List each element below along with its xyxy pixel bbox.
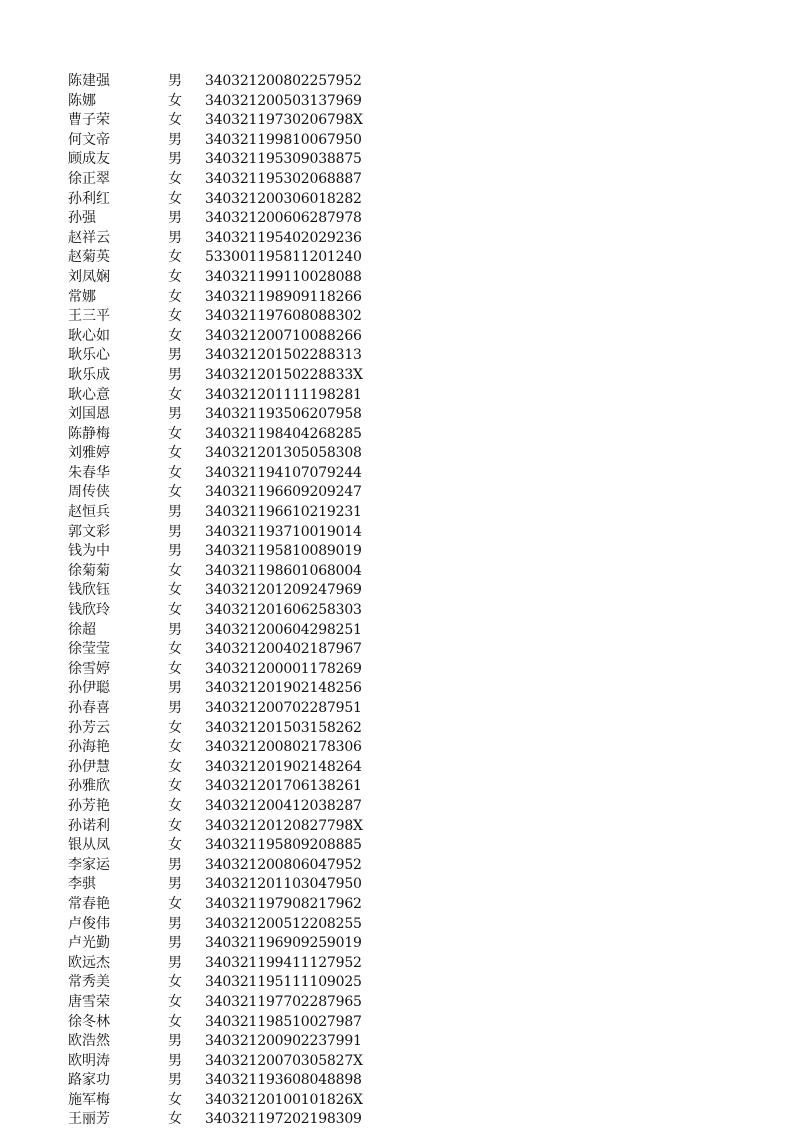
person-name: 徐超 (68, 621, 96, 638)
person-name: 孙诺利 (68, 817, 110, 834)
person-gender: 男 (168, 621, 182, 638)
person-name: 徐冬林 (68, 1013, 110, 1030)
person-name: 孙芳云 (68, 719, 110, 736)
person-id-number: 340321201103047950 (205, 876, 362, 893)
person-gender: 男 (168, 1033, 182, 1050)
person-gender: 男 (168, 210, 182, 227)
person-gender: 女 (168, 993, 182, 1010)
person-id-number: 340321201305058308 (205, 445, 362, 462)
person-id-number: 340321199411127952 (205, 954, 362, 971)
person-gender: 女 (168, 1111, 182, 1128)
person-id-number: 34032119730206798X (205, 112, 363, 129)
person-id-number: 340321200710088266 (205, 327, 362, 344)
person-id-number: 340321201902148264 (205, 758, 362, 775)
table-row (0, 1110, 793, 1130)
person-name: 何文帝 (68, 131, 110, 148)
person-name: 郭文彩 (68, 523, 110, 540)
table-row (0, 464, 793, 484)
person-id-number: 340321197608088302 (205, 308, 362, 325)
person-name: 耿乐成 (68, 366, 110, 383)
table-row (0, 248, 793, 268)
person-id-number: 340321193608048898 (205, 1072, 362, 1089)
person-id-number: 340321195302068887 (205, 170, 362, 187)
table-row (0, 307, 793, 327)
person-name: 赵恒兵 (68, 504, 110, 521)
person-gender: 男 (168, 954, 182, 971)
table-row (0, 562, 793, 582)
person-name: 卢光勤 (68, 935, 110, 952)
table-row (0, 327, 793, 347)
person-gender: 女 (168, 190, 182, 207)
table-row (0, 386, 793, 406)
person-id-number: 340321199110028088 (205, 268, 362, 285)
person-gender: 女 (168, 817, 182, 834)
person-id-number: 340321196909259019 (205, 935, 362, 952)
table-row (0, 288, 793, 308)
table-row (0, 542, 793, 562)
person-gender: 男 (168, 504, 182, 521)
table-row (0, 934, 793, 954)
person-name: 耿心意 (68, 386, 110, 403)
table-row (0, 1071, 793, 1091)
person-gender: 女 (168, 386, 182, 403)
person-id-number: 340321200503137969 (205, 92, 362, 109)
table-row (0, 581, 793, 601)
person-name: 刘凤娴 (68, 268, 110, 285)
person-id-number: 340321197908217962 (205, 895, 362, 912)
person-name: 刘雅婷 (68, 445, 110, 462)
person-name: 常春艳 (68, 895, 110, 912)
person-gender: 女 (168, 719, 182, 736)
table-row (0, 640, 793, 660)
table-row (0, 836, 793, 856)
person-name: 银从凤 (68, 837, 110, 854)
person-gender: 女 (168, 758, 182, 775)
person-gender: 男 (168, 406, 182, 423)
person-id-number: 340321199810067950 (205, 131, 362, 148)
person-id-number: 340321195809208885 (205, 837, 362, 854)
person-name: 刘国恩 (68, 406, 110, 423)
person-gender: 女 (168, 641, 182, 658)
person-gender: 女 (168, 562, 182, 579)
table-row (0, 366, 793, 386)
person-id-number: 340321196610219231 (205, 504, 362, 521)
person-name: 孙春喜 (68, 700, 110, 716)
table-row (0, 150, 793, 170)
person-gender: 女 (168, 170, 182, 187)
person-id-number: 340321195402029236 (205, 229, 362, 246)
table-row (0, 72, 793, 92)
person-id-number: 340321200606287978 (205, 210, 362, 227)
person-gender: 女 (168, 445, 182, 462)
person-name: 李家运 (68, 856, 110, 873)
person-gender: 男 (168, 700, 182, 716)
person-gender: 男 (168, 543, 182, 560)
table-row (0, 758, 793, 778)
table-row (0, 895, 793, 915)
person-id-number: 340321195111109025 (205, 974, 362, 991)
person-id-number: 340321193710019014 (205, 523, 362, 540)
person-id-number: 340321195309038875 (205, 151, 362, 168)
table-row (0, 503, 793, 523)
table-row (0, 856, 793, 876)
person-id-number: 340321197202198309 (205, 1111, 362, 1128)
person-gender: 女 (168, 425, 182, 442)
person-name: 孙雅欣 (68, 778, 110, 795)
person-gender: 女 (168, 895, 182, 912)
person-gender: 男 (168, 1072, 182, 1089)
person-id-number: 34032120150228833X (205, 366, 363, 383)
person-name: 徐正翠 (68, 170, 110, 187)
table-row (0, 111, 793, 131)
table-row (0, 719, 793, 739)
person-name: 路家功 (68, 1072, 110, 1089)
person-name: 陈建强 (68, 73, 110, 89)
person-id-number: 340321201902148256 (205, 680, 362, 697)
table-row (0, 523, 793, 543)
person-gender: 男 (168, 680, 182, 697)
person-gender: 女 (168, 112, 182, 129)
person-gender: 女 (168, 288, 182, 305)
person-id-number: 340321201502288313 (205, 347, 362, 364)
person-id-number: 340321198404268285 (205, 425, 362, 442)
person-id-number: 340321200412038287 (205, 797, 362, 814)
person-id-number: 34032120070305827X (205, 1052, 363, 1069)
person-id-number: 340321200402187967 (205, 641, 362, 658)
person-id-number: 340321198909118266 (205, 288, 362, 305)
person-id-number: 340321200902237991 (205, 1033, 362, 1050)
person-name: 徐菊菊 (68, 562, 110, 579)
person-name: 王丽芳 (68, 1111, 110, 1128)
person-name: 耿心如 (68, 327, 110, 344)
person-id-number: 340321194107079244 (205, 464, 362, 481)
person-gender: 女 (168, 837, 182, 854)
person-gender: 女 (168, 739, 182, 756)
person-gender: 女 (168, 249, 182, 266)
person-name: 孙海艳 (68, 739, 110, 756)
person-name: 钱欣钰 (68, 582, 110, 599)
person-id-number: 340321200806047952 (205, 856, 362, 873)
person-id-number: 340321201706138261 (205, 778, 362, 795)
table-row (0, 1032, 793, 1052)
person-gender: 女 (168, 974, 182, 991)
roster-table (0, 72, 793, 1130)
person-id-number: 340321200604298251 (205, 621, 362, 638)
person-name: 孙利红 (68, 190, 110, 207)
table-row (0, 170, 793, 190)
person-id-number: 340321195810089019 (205, 543, 362, 560)
person-name: 顾成友 (68, 151, 110, 168)
person-gender: 男 (168, 1052, 182, 1069)
person-name: 钱欣玲 (68, 602, 110, 619)
table-row (0, 268, 793, 288)
table-row (0, 425, 793, 445)
person-gender: 女 (168, 660, 182, 677)
person-name: 陈静梅 (68, 425, 110, 442)
person-id-number: 34032120120827798X (205, 817, 363, 834)
table-row (0, 915, 793, 935)
person-gender: 女 (168, 602, 182, 619)
table-row (0, 346, 793, 366)
person-gender: 男 (168, 151, 182, 168)
table-row (0, 229, 793, 249)
person-name: 唐雪荣 (68, 993, 110, 1010)
person-gender: 女 (168, 797, 182, 814)
person-id-number: 340321200802178306 (205, 739, 362, 756)
table-row (0, 92, 793, 112)
person-id-number: 340321201209247969 (205, 582, 362, 599)
person-gender: 女 (168, 582, 182, 599)
person-name: 李骐 (68, 876, 96, 893)
person-name: 孙强 (68, 210, 96, 227)
person-name: 徐雪婷 (68, 660, 110, 677)
person-name: 曹子荣 (68, 112, 110, 129)
table-row (0, 483, 793, 503)
table-row (0, 777, 793, 797)
table-row (0, 1091, 793, 1111)
person-gender: 男 (168, 935, 182, 952)
person-id-number: 340321197702287965 (205, 993, 362, 1010)
table-row (0, 621, 793, 641)
person-gender: 男 (168, 73, 182, 89)
person-gender: 女 (168, 464, 182, 481)
person-gender: 男 (168, 366, 182, 383)
person-id-number: 340321201111198281 (205, 386, 362, 403)
person-name: 孙芳艳 (68, 797, 110, 814)
table-row (0, 1052, 793, 1072)
person-gender: 女 (168, 778, 182, 795)
person-name: 孙伊聪 (68, 680, 110, 697)
person-id-number: 34032120100101826X (205, 1091, 363, 1108)
table-row (0, 444, 793, 464)
person-gender: 女 (168, 92, 182, 109)
table-row (0, 1013, 793, 1033)
person-id-number: 340321193506207958 (205, 406, 362, 423)
person-id-number: 533001195811201240 (205, 249, 362, 266)
table-row (0, 817, 793, 837)
person-name: 卢俊伟 (68, 915, 110, 932)
table-row (0, 405, 793, 425)
person-name: 赵菊英 (68, 249, 110, 266)
person-gender: 男 (168, 131, 182, 148)
table-row (0, 190, 793, 210)
person-gender: 男 (168, 523, 182, 540)
person-gender: 女 (168, 308, 182, 325)
table-row (0, 660, 793, 680)
person-gender: 女 (168, 327, 182, 344)
person-name: 陈娜 (68, 92, 96, 109)
person-name: 常娜 (68, 288, 96, 305)
person-gender: 男 (168, 876, 182, 893)
person-name: 朱春华 (68, 464, 110, 481)
person-gender: 男 (168, 856, 182, 873)
person-id-number: 340321200306018282 (205, 190, 362, 207)
person-id-number: 340321200001178269 (205, 660, 362, 677)
table-row (0, 601, 793, 621)
person-name: 欧远杰 (68, 954, 110, 971)
person-name: 王三平 (68, 308, 110, 325)
person-id-number: 340321201503158262 (205, 719, 362, 736)
person-gender: 女 (168, 268, 182, 285)
person-name: 常秀美 (68, 974, 110, 991)
table-row (0, 679, 793, 699)
table-row (0, 131, 793, 151)
table-row (0, 875, 793, 895)
person-gender: 女 (168, 1013, 182, 1030)
person-name: 孙伊慧 (68, 758, 110, 775)
person-name: 欧明涛 (68, 1052, 110, 1069)
person-name: 施军梅 (68, 1091, 110, 1108)
table-row (0, 954, 793, 974)
person-name: 徐莹莹 (68, 641, 110, 658)
person-name: 周传侠 (68, 484, 110, 501)
person-gender: 男 (168, 229, 182, 246)
person-id-number: 340321198601068004 (205, 562, 362, 579)
person-id-number: 340321201606258303 (205, 602, 362, 619)
person-id-number: 340321200802257952 (205, 73, 362, 89)
person-id-number: 340321200512208255 (205, 915, 362, 932)
person-gender: 女 (168, 484, 182, 501)
table-row (0, 993, 793, 1013)
table-row (0, 973, 793, 993)
table-row (0, 797, 793, 817)
person-id-number: 340321196609209247 (205, 484, 362, 501)
person-gender: 女 (168, 1091, 182, 1108)
person-gender: 男 (168, 347, 182, 364)
person-name: 欧浩然 (68, 1033, 110, 1050)
table-row (0, 699, 793, 719)
person-gender: 男 (168, 915, 182, 932)
person-id-number: 340321198510027987 (205, 1013, 362, 1030)
table-row (0, 738, 793, 758)
person-name: 赵祥云 (68, 229, 110, 246)
person-id-number: 340321200702287951 (205, 700, 362, 716)
table-row (0, 209, 793, 229)
person-name: 钱为中 (68, 543, 110, 560)
person-name: 耿乐心 (68, 347, 110, 364)
